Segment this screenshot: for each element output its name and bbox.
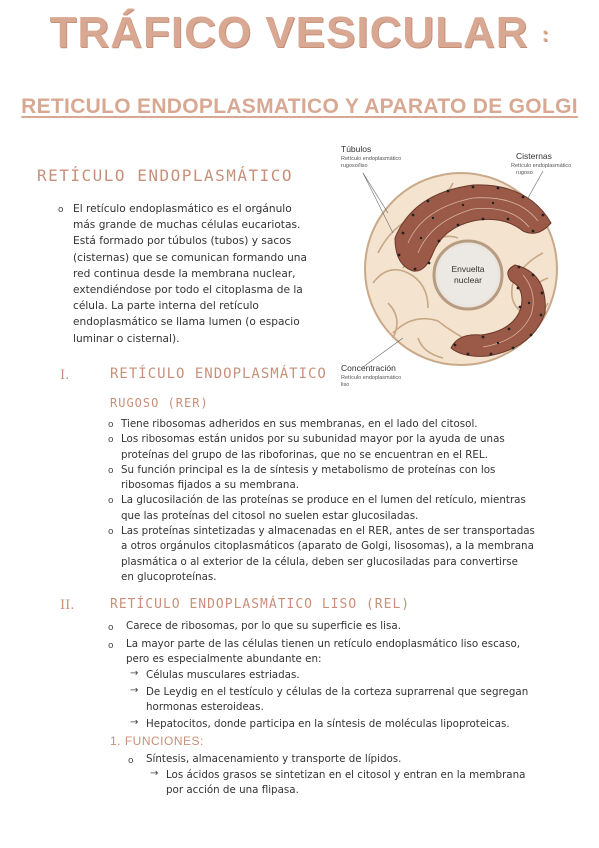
- label-cisternas-sub2: rugoso: [516, 170, 533, 176]
- rer-list-line: [0, 524, 599, 539]
- rel-arrow-text-2a: De Leydig en el testículo y células de la corteza suprarrenal que segregan: [146, 686, 529, 698]
- rer-bullet-list: [0, 417, 599, 585]
- rer-bullet-mark: o: [108, 435, 114, 446]
- func-arrow-1: →: [150, 768, 159, 779]
- funciones-heading: 1. FUNCIONES:: [110, 734, 204, 748]
- nucleus-label-2: nuclear: [454, 275, 482, 285]
- rer-list-line: [0, 493, 599, 508]
- intro-line: El retículo endoplasmático es el orgánulo: [73, 203, 292, 215]
- label-tubulos-sub2: rugoso/liso: [341, 163, 368, 169]
- rer-list-line: [0, 570, 599, 585]
- rer-bullet-text: plasmática o al exterior de la célula, deben ser glucosiladas para convertirse: [121, 555, 518, 568]
- rer-bullet-text: proteínas del grupo de las riboforinas, que no se encuentran en el REL.: [121, 448, 488, 461]
- label-tubulos: Túbulos: [341, 144, 372, 154]
- label-cisternas-sub1: Retículo endoplasmático: [511, 163, 572, 169]
- rer-bullet-text: Su función principal es la de síntesis y metabolismo de proteínas con los: [121, 463, 496, 476]
- page-title-text: TRÁFICO VESICULAR: [49, 8, 529, 57]
- page-title: [0, 8, 599, 58]
- label-concentracion: Concentración: [341, 363, 396, 373]
- label-cisternas: Cisternas: [516, 151, 552, 161]
- rel-arrow-2: →: [130, 685, 139, 696]
- rel-arrow-1: →: [130, 668, 139, 679]
- rer-bullet-text: a otros orgánulos citoplasmáticos (aparato de Golgi, lisosomas), a la membrana: [121, 540, 534, 553]
- cell-figure: [333, 143, 579, 389]
- rel-arrow-text-2b: hormonas esteroideas.: [146, 701, 264, 713]
- rel-text-2b: pero es especialmente abundante en:: [126, 653, 322, 665]
- rel-arrow-text-3: Hepatocitos, donde participa en la síntesis de moléculas lipoproteicas.: [146, 718, 510, 730]
- func-arrow-text-1b: por acción de una flipasa.: [166, 784, 299, 796]
- section-ii-numeral: II.: [60, 598, 75, 613]
- rer-list-line: [0, 417, 599, 432]
- rer-list-line: [0, 509, 599, 524]
- rer-list-line: [0, 463, 599, 478]
- rer-bullet-text: ribosomas fijados a su membrana.: [121, 479, 300, 492]
- func-bullet-1: o: [128, 756, 134, 766]
- label-conc-sub1: Retículo endoplasmático: [341, 375, 402, 381]
- rer-list-line: [0, 478, 599, 493]
- nucleus-label-1: Envuelta: [451, 264, 485, 274]
- rer-list-line: [0, 448, 599, 463]
- rer-list-line: [0, 539, 599, 554]
- rel-bullet-1: o: [108, 623, 114, 633]
- func-text-1: Síntesis, almacenamiento y transporte de lípidos.: [146, 753, 402, 765]
- rel-arrow-3: →: [130, 717, 139, 728]
- section-ii-heading: RETÍCULO ENDOPLASMÁTICO LISO (REL): [110, 597, 411, 612]
- rer-bullet-mark: o: [108, 420, 114, 430]
- intro-line: endoplasmático se llama lumen (o espacio: [73, 316, 300, 329]
- rel-text-1: Carece de ribosomas, por lo que su superficie es lisa.: [126, 620, 401, 632]
- intro-line: célula. La parte interna del retículo: [73, 300, 259, 313]
- rer-list-line: [0, 555, 599, 570]
- intro-bullet: o: [58, 205, 64, 215]
- intro-line: extendiéndose por todo el citoplasma de la: [73, 284, 303, 297]
- page-subtitle: RETICULO ENDOPLASMATICO Y APARATO DE GOLGI: [21, 95, 578, 118]
- intro-line: red continua desde la membrana nuclear,: [73, 267, 296, 280]
- er-diagram: [333, 143, 579, 389]
- intro-line: más grande de muchas células eucariotas.: [73, 219, 301, 232]
- section-heading-re: RETÍCULO ENDOPLASMÁTICO: [37, 166, 294, 185]
- rel-bullet-2: o: [108, 641, 114, 651]
- rer-bullet-mark: o: [108, 496, 114, 507]
- title-colon: :: [541, 23, 550, 46]
- rer-bullet-text: Las proteínas sintetizadas y almacenadas en el RER, antes de ser transportadas: [121, 525, 535, 538]
- rer-bullet-mark: o: [108, 527, 114, 538]
- rer-list-line: [0, 432, 599, 447]
- label-conc-sub2: liso: [341, 382, 350, 388]
- rel-arrow-text-1: Células musculares estriadas.: [146, 669, 300, 681]
- section-i-heading-2: RUGOSO (RER): [110, 396, 209, 410]
- rer-bullet-mark: o: [108, 465, 114, 476]
- intro-line: luminar o cisternal).: [73, 332, 180, 345]
- section-i-numeral: I.: [60, 368, 70, 383]
- intro-paragraph: [73, 201, 335, 347]
- rel-text-2a: La mayor parte de las células tienen un retículo endoplasmático liso escaso,: [126, 638, 521, 650]
- rer-bullet-text: en glucoproteínas.: [121, 570, 217, 583]
- func-arrow-text-1a: Los ácidos grasos se sintetizan en el citosol y entran en la membrana: [166, 769, 526, 781]
- rer-bullet-text: La glucosilación de las proteínas se produce en el lumen del retículo, mientras: [121, 494, 526, 507]
- rer-bullet-text: Los ribosomas están unidos por su subunidad mayor por la ayuda de unas: [121, 433, 505, 446]
- intro-line: Está formado por túbulos (tubos) y sacos: [73, 235, 292, 248]
- label-tubulos-sub1: Retículo endoplasmático: [341, 156, 402, 162]
- rer-bullet-text: Tiene ribosomas adheridos en sus membranas, en el lado del citosol.: [121, 418, 478, 430]
- rer-bullet-text: que las proteínas del citosol no suelen estar glucosiladas.: [121, 509, 419, 522]
- intro-line: (cisternas) que se comunican formando una: [73, 251, 308, 264]
- section-i-heading-1: RETÍCULO ENDOPLASMÁTICO: [110, 366, 327, 382]
